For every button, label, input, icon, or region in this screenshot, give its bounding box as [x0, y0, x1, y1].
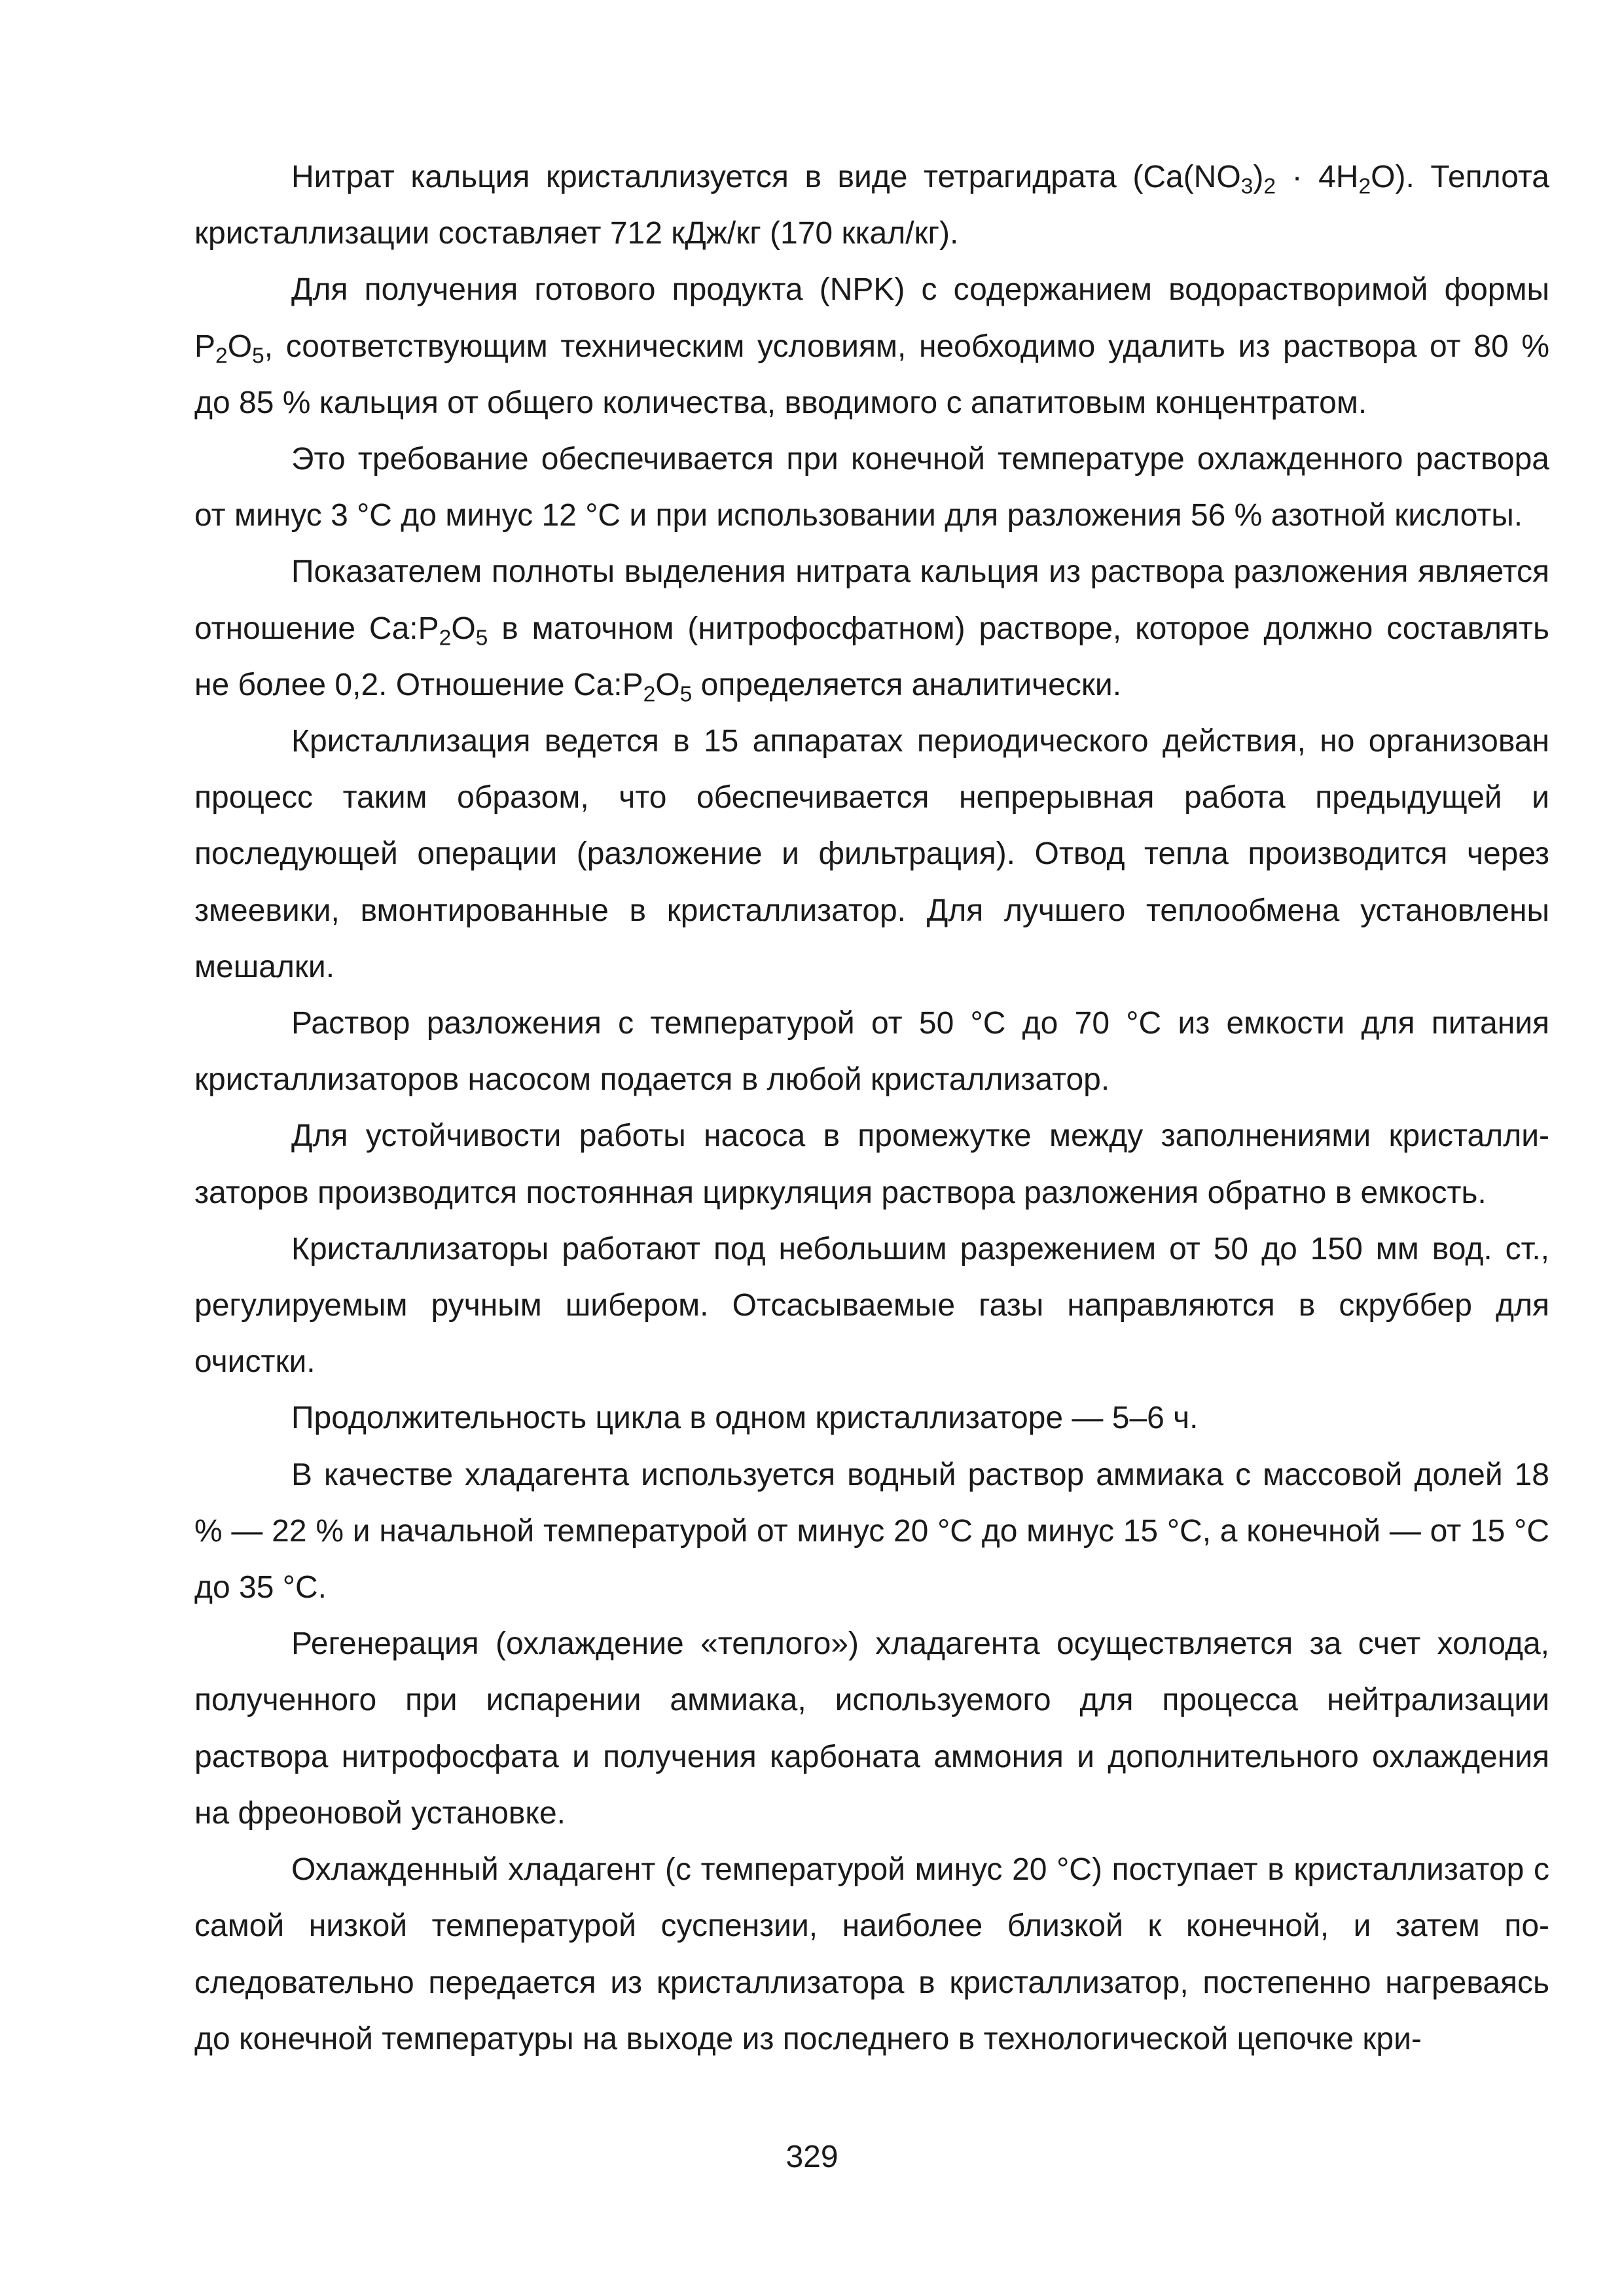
document-body [194, 149, 1549, 2068]
text-run: Кристаллизация ведется в 15 аппаратах периодического действия, но организован процесс таким образом, что обеспечивается непрерывная работа предыдущей и последующей операции (разложение и фильтрация). Отвод тепла производится через змеевики, вмонтированные в кристаллизатор. Для лучшего теплообмена установлены мешалки. [194, 724, 1549, 984]
text-run: Раствор разложения с температурой от 50 °С до 70 °С из емкости для питания кристаллизаторов насосом подается в любой кристаллизатор. [194, 1006, 1549, 1098]
paragraph [194, 149, 1549, 262]
text-run: Для устойчивости работы насоса в промежутке между заполнениями кристаллизаторов производится постоянная циркуляция раствора разложения обратно в емкость. [194, 1119, 1549, 1210]
text-run: в маточном (нитрофосфатном) растворе, которое должно составлять не более 0,2. Отношение Ca:P [194, 611, 1550, 702]
text-run: · 4H [1276, 160, 1359, 194]
paragraph [194, 996, 1549, 1108]
subscript: 5 [475, 626, 488, 651]
text-run: O). Теплота кристаллизации составляет 712 кДж/кг (170 ккал/кг). [194, 160, 1550, 251]
subscript: 2 [1358, 174, 1371, 199]
text-run: Регенерация (охлаждение «теплого») хладагента осуществляется за счет холода, полученного при испарении аммиака, используемого для процесса нейтрализации раствора нитрофосфата и получения карбоната аммония и дополнительного охлаждения на фреоновой установке. [194, 1626, 1549, 1831]
text-run: Кристаллизаторы работают под небольшим разрежением от 50 до 150 мм вод. ст., регулируемым ручным шибером. Отсасываемые газы направляются в скруббер для очистки. [194, 1231, 1549, 1380]
text-run: В качестве хладагента используется водный раствор аммиака с массовой долей 18 % — 22 % и начальной температурой от минус 20 °С до минус 15 °С, а конечной — от 15 °С до 35 °С. [194, 1457, 1549, 1605]
paragraph [194, 1221, 1549, 1391]
paragraph [194, 713, 1549, 996]
text-run: ) [1253, 160, 1264, 194]
subscript: 3 [1240, 174, 1254, 199]
text-run: Охлажденный хладагент (с температурой минус 20 °С) поступает в кристаллизатор с самой низкой температурой суспензии, наиболее близкой к конечной, и затем последовательно передается из кристаллизатора в кристаллизатор, постепенно нагреваясь до конечной температуры на выходе из последнего в технологической цепочке кри- [194, 1852, 1549, 2056]
subscript: 2 [1263, 174, 1276, 199]
subscript: 2 [215, 344, 228, 368]
text-run: Это требование обеспечивается при конечной температуре охлажденного раствора от минус 3 °С до минус 12 °С и при использовании для разложения 56 % азотной кислоты. [194, 442, 1549, 533]
text-run: , соответствующим техническим условиям, необходимо удалить из раствора от 80 % до 85 % кальция от общего количества, вводимого с апатитовым концентратом. [194, 329, 1549, 420]
text-run: Для получения готового продукта (NPK) с содержанием водорастворимой формы P [194, 272, 1549, 364]
subscript: 5 [252, 344, 264, 368]
paragraph [194, 1447, 1549, 1617]
text-run: Продолжительность цикла в одном кристаллизаторе — 5–6 ч. [291, 1401, 1199, 1436]
text-run: O [451, 611, 476, 646]
text-run: O [655, 667, 680, 702]
paragraph [194, 1390, 1549, 1446]
paragraph [194, 431, 1549, 544]
paragraph [194, 1842, 1549, 2068]
paragraph [194, 1108, 1549, 1221]
subscript: 2 [643, 682, 656, 707]
text-run: O [227, 329, 253, 364]
paragraph [194, 262, 1549, 431]
page-number: 329 [785, 2140, 839, 2174]
text-run: Нитрат кальция кристаллизуется в виде тетрагидрата (Ca(NO [291, 160, 1241, 194]
text-run: определяется аналитически. [692, 667, 1122, 702]
text-run: Показателем полноты выделения нитрата кальция из раствора разложения является отношение Ca:P [194, 554, 1549, 646]
paragraph [194, 1616, 1549, 1842]
paragraph [194, 544, 1549, 713]
subscript: 5 [679, 682, 693, 707]
subscript: 2 [439, 626, 452, 651]
